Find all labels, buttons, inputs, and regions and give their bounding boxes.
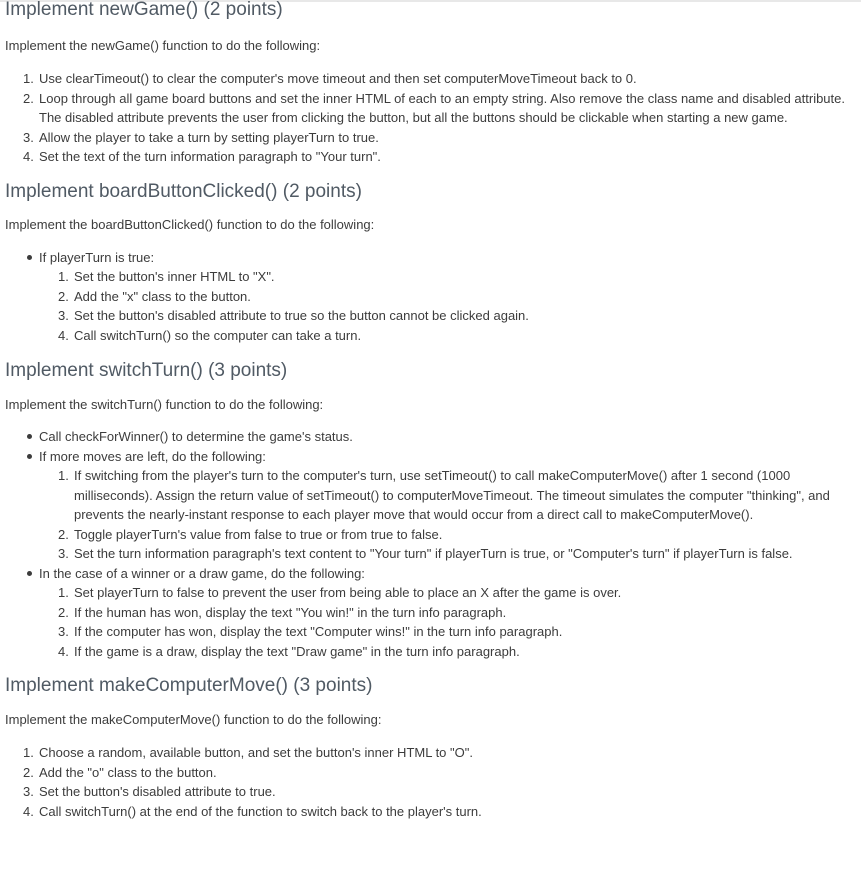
list-item: 3. If the computer has won, display the text "Computer wins!" in the turn info paragraph. [58, 624, 563, 639]
list-item: 3. Set the turn information paragraph's text content to "Your turn" if playerTurn is true, or "Computer's turn" if playerTurn is false. [58, 546, 793, 561]
list-item: 2. If the human has won, display the text "You win!" in the turn info paragraph. [58, 604, 507, 620]
section-heading-newgame: Implement newGame() (2 points) [5, 0, 283, 20]
assignment-document [5, 0, 855, 821]
bullet-icon [27, 571, 32, 576]
section-intro-newgame: Implement the newGame() function to do the following: [5, 38, 321, 53]
makecomputermove-steps [5, 743, 855, 821]
list-item: If playerTurn is true: [5, 248, 855, 268]
switchturn-game-over-steps [5, 583, 855, 661]
list-item: 1. Set playerTurn to false to prevent the user from being able to place an X after the game is over. [58, 585, 622, 600]
list-item: 2. Add the "x" class to the button. [58, 288, 251, 304]
list-item: 1. Choose a random, available button, and set the button's inner HTML to "O". [23, 745, 473, 760]
newgame-steps [5, 69, 855, 167]
bullet-icon [27, 255, 32, 260]
list-item: 4. If the game is a draw, display the text "Draw game" in the turn info paragraph. [58, 643, 520, 659]
switchturn-bullets-b [5, 564, 855, 584]
section-intro-boardbuttonclicked: Implement the boardButtonClicked() function to do the following: [5, 216, 375, 232]
section-heading-switchturn: Implement switchTurn() (3 points) [5, 360, 288, 381]
list-item: 2. Add the "o" class to the button. [23, 764, 217, 780]
section-heading-makecomputermove: Implement makeComputerMove() (3 points) [5, 675, 373, 696]
switchturn-bullets-a [5, 427, 855, 466]
section-heading-boardbuttonclicked: Implement boardButtonClicked() (2 points) [5, 180, 362, 202]
list-item: 4. Set the text of the turn information paragraph to "Your turn". [23, 149, 381, 164]
section-intro-makecomputermove: Implement the makeComputerMove() function to do the following: [5, 712, 382, 727]
list-item: 3. Allow the player to take a turn by setting playerTurn to true. [23, 129, 379, 145]
list-item: 1. If switching from the player's turn to the computer's turn, use setTimeout() to call makeComputerMove() after 1 second (1000 milliseconds). Assign the return value of setTimeout() to computerMoveTimeout. The timeout simulates the computer "thinking", and prevents the nearly-instant response to each player move that would occur from a direct call to makeComputerMove(). [58, 468, 830, 522]
list-item: 1. Use clearTimeout() to clear the computer's move timeout and then set computerMoveTimeout back to 0. [23, 71, 637, 86]
list-item: Call checkForWinner() to determine the game's status. [5, 427, 855, 447]
list-item: 2. Toggle playerTurn's value from false to true or from true to false. [58, 526, 443, 542]
list-item: 3. Set the button's disabled attribute to true so the button cannot be clicked again. [58, 308, 529, 323]
bullet-icon [27, 434, 32, 439]
list-item: 1. Set the button's inner HTML to "X". [58, 269, 275, 284]
list-item: 4. Call switchTurn() so the computer can take a turn. [58, 327, 362, 343]
bullet-icon [27, 454, 32, 459]
list-item: 3. Set the button's disabled attribute to true. [23, 784, 276, 799]
list-item: In the case of a winner or a draw game, do the following: [5, 564, 855, 584]
list-item: 2. Loop through all game board buttons and set the inner HTML of each to an empty string. Also remove the class name and disabled attribute. The disabled attribute prevents the user from clicking the button, but all the buttons should be clickable when starting a new game. [23, 90, 845, 125]
boardbuttonclicked-bullets [5, 248, 855, 268]
switchturn-moves-left-steps [5, 466, 855, 564]
boardbuttonclicked-substeps [5, 267, 855, 345]
list-item: 4. Call switchTurn() at the end of the function to switch back to the player's turn. [23, 803, 482, 819]
section-intro-switchturn: Implement the switchTurn() function to do the following: [5, 397, 324, 412]
list-item: If more moves are left, do the following: [5, 447, 855, 467]
